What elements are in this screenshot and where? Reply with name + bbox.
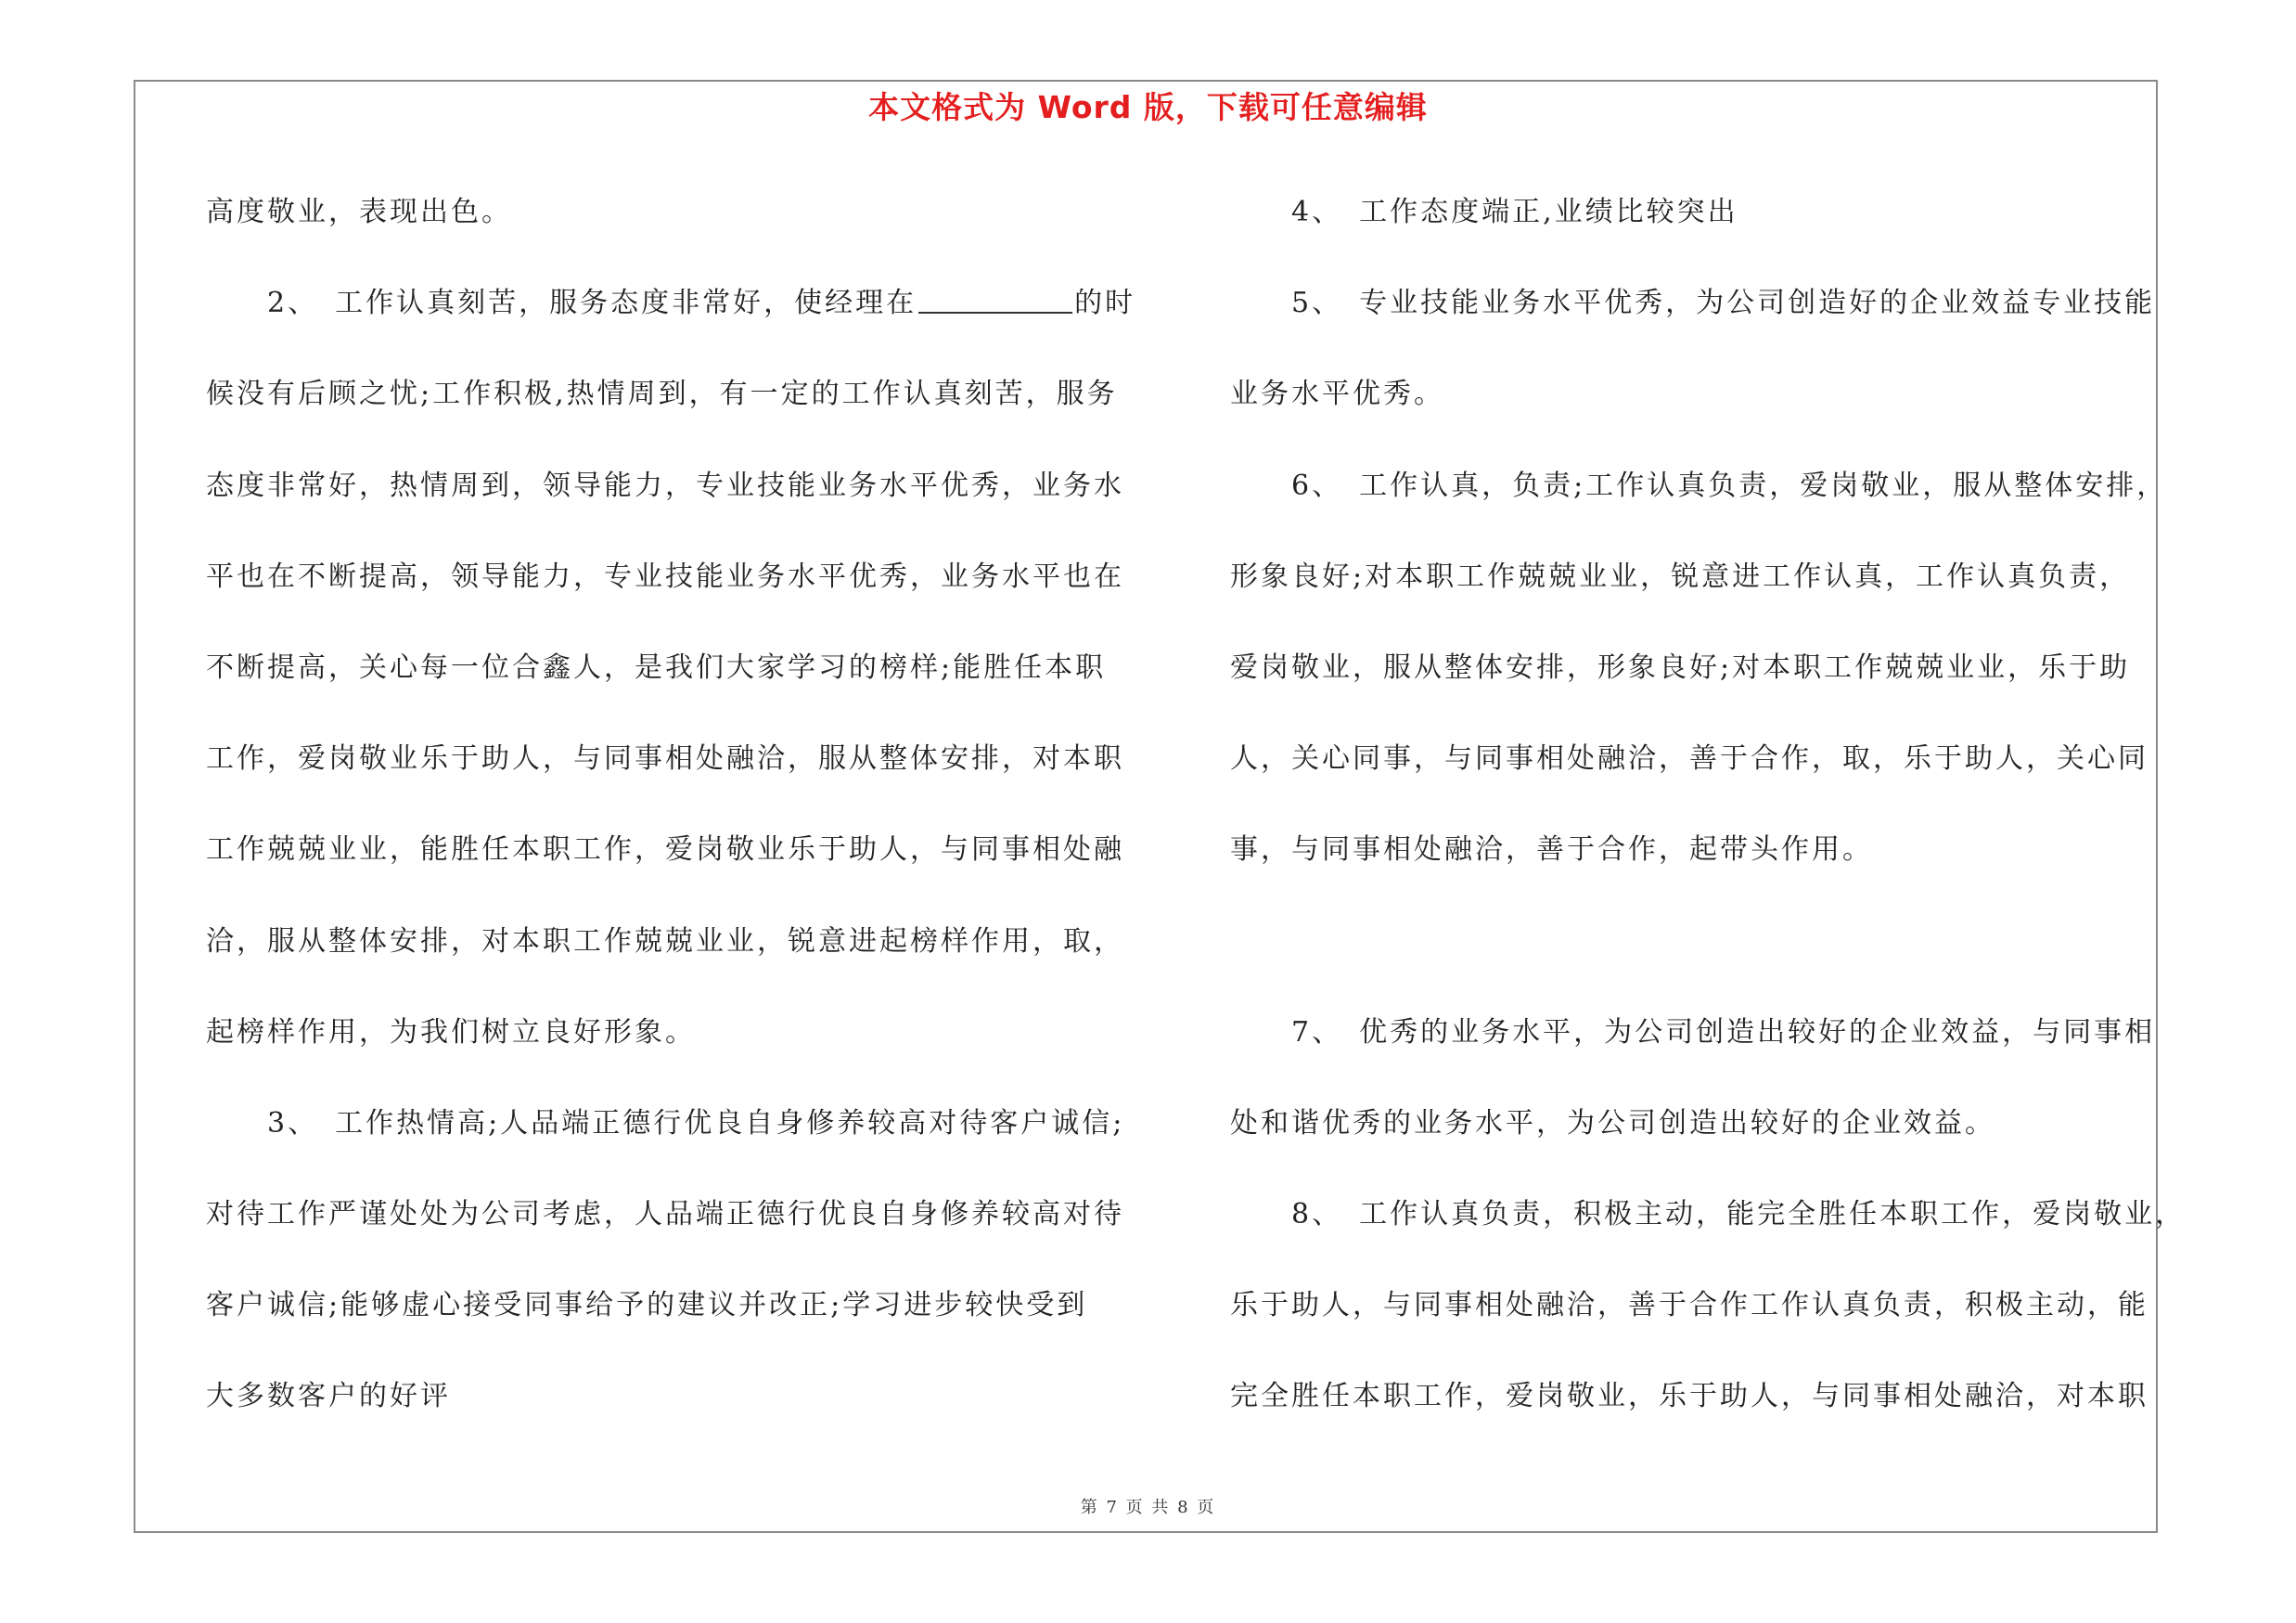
- text-line: 完全胜任本职工作，爱岗敬业，乐于助人，与同事相处融洽，对本职: [1230, 1380, 2148, 1413]
- fill-in-blank: [918, 284, 1072, 314]
- text-line: 乐于助人，与同事相处融洽，善于合作工作认真负责，积极主动，能: [1230, 1289, 2148, 1322]
- text-line: 对待工作严谨处处为公司考虑，人品端正德行优良自身修养较高对待: [206, 1198, 1124, 1231]
- text-line: 平也在不断提高，领导能力，专业技能业务水平优秀，业务水平也在: [206, 560, 1124, 593]
- item-2-first-line: [206, 277, 1143, 368]
- header-banner: 本文格式为 Word 版，下载可任意编辑: [868, 89, 1428, 125]
- text-line: 工作，爱岗敬业乐于助人，与同事相处融洽，服从整体安排，对本职: [206, 742, 1124, 776]
- text-line: 4、 工作态度端正,业绩比较突出: [1230, 196, 1738, 228]
- text-line: 形象良好;对本职工作兢兢业业，锐意进工作认真，工作认真负责，: [1230, 560, 2131, 593]
- text-line: 工作兢兢业业，能胜任本职工作，爱岗敬业乐于助人，与同事相处融: [206, 833, 1124, 867]
- text-line: 洽，服从整体安排，对本职工作兢兢业业，锐意进起榜样作用，取，: [206, 924, 1124, 958]
- text-line: 业务水平优秀。: [1230, 378, 1444, 411]
- text-line: 5、 专业技能业务水平优秀，为公司创造好的企业效益专业技能: [1230, 287, 2156, 320]
- item-2-suffix: 的时: [1074, 287, 1136, 320]
- text-line: 人，关心同事，与同事相处融洽，善于合作，取，乐于助人，关心同: [1230, 742, 2148, 776]
- text-line: 高度敬业，表现出色。: [206, 196, 512, 228]
- text-line: 8、 工作认真负责，积极主动，能完全胜任本职工作，爱岗敬业，: [1230, 1198, 2187, 1231]
- text-line: 6、 工作认真，负责;工作认真负责，爱岗敬业，服从整体安排，: [1230, 469, 2168, 502]
- text-line: 候没有后顾之忧;工作积极,热情周到，有一定的工作认真刻苦，服务: [206, 378, 1118, 411]
- text-line: 态度非常好，热情周到，领导能力，专业技能业务水平优秀，业务水: [206, 469, 1124, 502]
- text-line: 事，与同事相处融洽，善于合作，起带头作用。: [1230, 833, 1873, 867]
- blank-line: [1230, 916, 2167, 1007]
- item-2-prefix: 2、 工作认真刻苦，服务态度非常好，使经理在: [206, 287, 917, 320]
- text-line: 大多数客户的好评: [206, 1380, 451, 1413]
- text-line: 客户诚信;能够虚心接受同事给予的建议并改正;学习进步较快受到: [206, 1289, 1088, 1322]
- text-line: 3、 工作热情高;人品端正德行优良自身修养较高对待客户诚信;: [206, 1106, 1125, 1140]
- text-line: 爱岗敬业，服从整体安排，形象良好;对本职工作兢兢业业，乐于助: [1230, 650, 2131, 684]
- text-line: 起榜样作用，为我们树立良好形象。: [206, 1015, 696, 1049]
- right-column: [1230, 187, 2187, 1462]
- text-line: 处和谐优秀的业务水平，为公司创造出较好的企业效益。: [1230, 1106, 1995, 1140]
- page-number: 第 7 页 共 8 页: [1080, 1498, 1216, 1517]
- text-line: 7、 优秀的业务水平，为公司创造出较好的企业效益，与同事相: [1230, 1015, 2156, 1049]
- text-line: 不断提高，关心每一位合鑫人，是我们大家学习的榜样;能胜任本职: [206, 650, 1107, 684]
- left-column: [206, 187, 1143, 1462]
